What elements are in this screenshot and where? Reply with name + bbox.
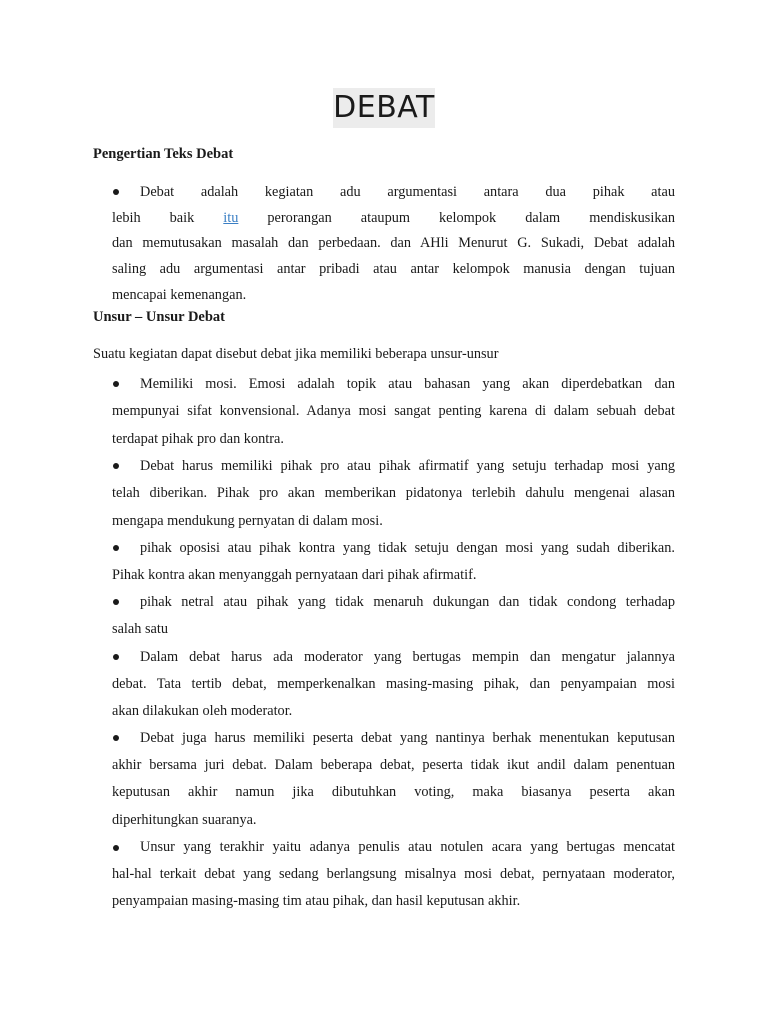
text-line: keputusan akhir namun jika dibutuhkan voting, maka biasanya peserta akan (112, 784, 675, 800)
section-heading-pengertian: Pengertian Teks Debat (93, 146, 234, 162)
text-line: Debat adalah kegiatan adu argumentasi antara dua pihak atau (140, 184, 675, 200)
bullet-dot (113, 735, 119, 741)
text-line: Debat juga harus memiliki peserta debat yang nantinya berhak menentukan keputusan (140, 730, 675, 746)
bullet-dot (113, 599, 119, 605)
text-line: Memiliki mosi. Emosi adalah topik atau bahasan yang akan diperdebatkan dan (140, 376, 675, 392)
bullet-dot (113, 845, 119, 851)
text-line: Pihak kontra akan menyanggah pernyataan dari pihak afirmatif. (112, 567, 477, 583)
text-line: saling adu argumentasi antar pribadi atau antar kelompok manusia dengan tujuan (112, 261, 675, 277)
text-line: penyampaian masing-masing tim atau pihak, dan hasil keputusan akhir. (112, 893, 521, 909)
section-heading-unsur: Unsur – Unsur Debat (93, 309, 226, 325)
bullet-dot (113, 545, 119, 551)
text-line: pihak oposisi atau pihak kontra yang tidak setuju dengan mosi yang sudah diberikan. (140, 540, 675, 556)
text-line: hal-hal terkait debat yang sedang berlangsung misalnya mosi debat, pernyataan moderator, (112, 866, 675, 882)
text-line: salah satu (112, 621, 168, 637)
text-line: diperhitungkan suaranya. (112, 812, 257, 828)
intro-paragraph: Suatu kegiatan dapat disebut debat jika memiliki beberapa unsur-unsur (93, 346, 499, 362)
document-title: DEBAT (333, 88, 435, 128)
text-line: mengapa mendukung pernyatan di dalam mosi. (112, 513, 383, 529)
bullet-dot (113, 381, 119, 387)
itu-link[interactable]: itu (223, 210, 239, 226)
text-line: Unsur yang terakhir yaitu adanya penulis atau notulen acara yang bertugas mencatat (140, 839, 675, 855)
text-line: mempunyai sifat konvensional. Adanya mosi sangat penting karena di dalam sebuah debat (112, 403, 675, 419)
text-line: pihak netral atau pihak yang tidak menaruh dukungan dan tidak condong terhadap (140, 594, 675, 610)
text-line: dan memutusakan masalah dan perbedaan. dan AHli Menurut G. Sukadi, Debat adalah (112, 235, 675, 251)
text-line: mencapai kemenangan. (112, 287, 247, 303)
text-line: akan dilakukan oleh moderator. (112, 703, 293, 719)
text-line (112, 208, 675, 228)
text-line: terdapat pihak pro dan kontra. (112, 431, 284, 447)
bullet-dot (113, 189, 119, 195)
bullet-dot (113, 654, 119, 660)
text-line: debat. Tata tertib debat, memperkenalkan masing-masing pihak, dan penyampaian mosi (112, 676, 675, 692)
bullet-dot (113, 463, 119, 469)
text-line: Dalam debat harus ada moderator yang bertugas mempin dan mengatur jalannya (140, 649, 675, 665)
text-fragment: lebih baik (112, 210, 224, 226)
text-line: akhir bersama juri debat. Dalam beberapa debat, peserta tidak ikut andil dalam penentuan (112, 757, 675, 773)
text-fragment: perorangan ataupum kelompok dalam mendiskusikan (238, 210, 675, 226)
text-line: telah diberikan. Pihak pro akan memberikan pidatonya terlebih dahulu mengenai alasan (112, 485, 675, 501)
text-line: Debat harus memiliki pihak pro atau pihak afirmatif yang setuju terhadap mosi yang (140, 458, 675, 474)
